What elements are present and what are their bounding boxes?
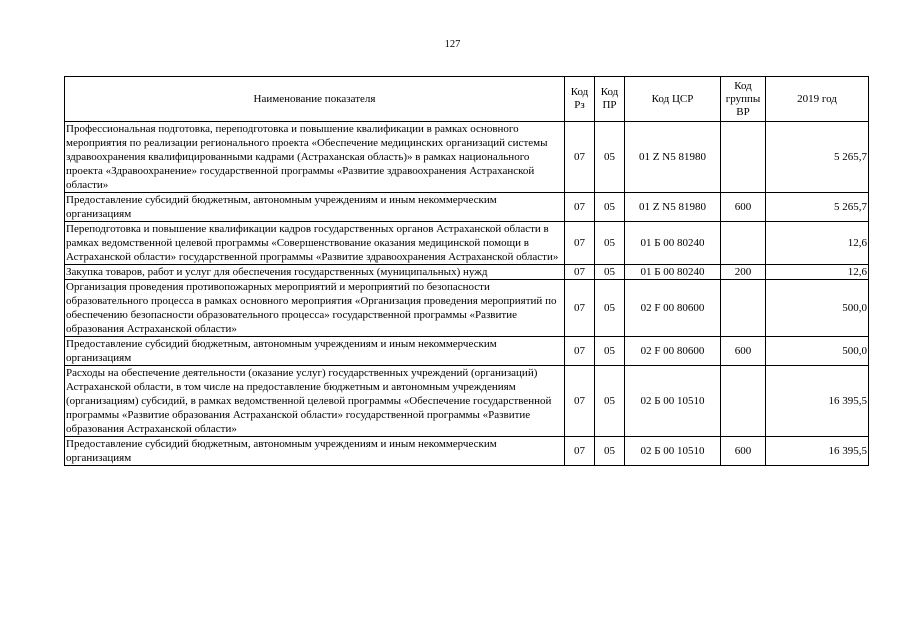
header-vr [721,77,766,122]
table-row [65,280,869,337]
header-rz [565,77,595,122]
row-name: Организация проведения противопожарных мероприятий и мероприятий по безопасности образовательного процесса в рамках основного мероприятия «Организация проведения мероприятий по обеспечению безопасности образовательного процесса» государственной программы «Развитие образования Астраханской области» [65,280,565,337]
row-pr: 05 [595,193,625,222]
row-csr: 02 F 00 80600 [625,280,721,337]
row-csr: 01 Z N5 81980 [625,193,721,222]
row-rz: 07 [565,265,595,280]
row-sum: 12,6 [766,222,869,265]
row-pr: 05 [595,337,625,366]
header-rz-line2: Рз [574,99,585,111]
row-vr [721,122,766,193]
row-pr: 05 [595,222,625,265]
row-vr [721,222,766,265]
header-pr-line1: Код [600,86,619,98]
row-sum: 5 265,7 [766,193,869,222]
header-year: 2019 год [766,77,869,122]
table-row [65,437,869,466]
row-name: Расходы на обеспечение деятельности (оказание услуг) государственных учреждений (организаций) Астраханской области, в том числе на предоставление бюджетным и автономным учреждениям (организациям) субсидий, в рамках ведомственной целевой программы «Обеспечение государственной программы «Развитие образования Астраханской области» государственной программы «Развитие образования Астраханской области» [65,366,565,437]
row-pr: 05 [595,280,625,337]
row-pr: 05 [595,265,625,280]
table-row [65,222,869,265]
header-name: Наименование показателя [65,77,565,122]
row-name: Предоставление субсидий бюджетным, автономным учреждениям и иным некоммерческим организациям [65,437,565,466]
row-name: Закупка товаров, работ и услуг для обеспечения государственных (муниципальных) нужд [65,265,565,280]
header-vr-line3: ВР [736,105,750,118]
row-name: Профессиональная подготовка, переподготовка и повышение квалификации в рамках основного мероприятия по реализации регионального проекта «Обеспечение медицинских организаций системы здравоохранения квалифицированными кадрами (Астраханская область)» в рамках национального проекта «Здравоохранение» государственной программы «Развитие здравоохранения Астраханской области» [65,122,565,193]
table-row [65,366,869,437]
header-vr-line2: группы [725,92,761,105]
row-pr: 05 [595,122,625,193]
row-name: Предоставление субсидий бюджетным, автономным учреждениям и иным некоммерческим организациям [65,193,565,222]
row-name: Предоставление субсидий бюджетным, автономным учреждениям и иным некоммерческим организациям [65,337,565,366]
row-rz: 07 [565,222,595,265]
row-sum: 12,6 [766,265,869,280]
row-rz: 07 [565,122,595,193]
table-row [65,122,869,193]
row-csr: 01 Z N5 81980 [625,122,721,193]
row-csr: 02 F 00 80600 [625,337,721,366]
header-csr: Код ЦСР [625,77,721,122]
row-vr: 600 [721,193,766,222]
row-rz: 07 [565,337,595,366]
row-csr: 01 Б 00 80240 [625,222,721,265]
row-vr: 600 [721,437,766,466]
row-pr: 05 [595,366,625,437]
header-rz-line1: Код [570,86,589,98]
row-name: Переподготовка и повышение квалификации кадров государственных органов Астраханской области в рамках ведомственной целевой программы «Совершенствование оказания медицинской помощи в Астраханской области» государственной программы «Развитие здравоохранения Астраханской области» [65,222,565,265]
row-vr: 200 [721,265,766,280]
row-sum: 500,0 [766,280,869,337]
header-pr-line2: ПР [602,99,617,111]
table-row [65,337,869,366]
row-rz: 07 [565,366,595,437]
row-sum: 16 395,5 [766,437,869,466]
row-sum: 500,0 [766,337,869,366]
row-csr: 02 Б 00 10510 [625,437,721,466]
row-sum: 5 265,7 [766,122,869,193]
table-row [65,265,869,280]
header-vr-line1: Код [734,79,752,92]
table-row [65,193,869,222]
row-csr: 01 Б 00 80240 [625,265,721,280]
table-body [65,122,869,466]
row-rz: 07 [565,193,595,222]
row-vr: 600 [721,337,766,366]
budget-table [64,76,869,466]
header-pr [595,77,625,122]
row-rz: 07 [565,437,595,466]
page-number: 127 [444,39,461,50]
table-header-row [65,77,869,122]
row-pr: 05 [595,437,625,466]
row-sum: 16 395,5 [766,366,869,437]
row-csr: 02 Б 00 10510 [625,366,721,437]
row-vr [721,366,766,437]
row-vr [721,280,766,337]
row-rz: 07 [565,280,595,337]
